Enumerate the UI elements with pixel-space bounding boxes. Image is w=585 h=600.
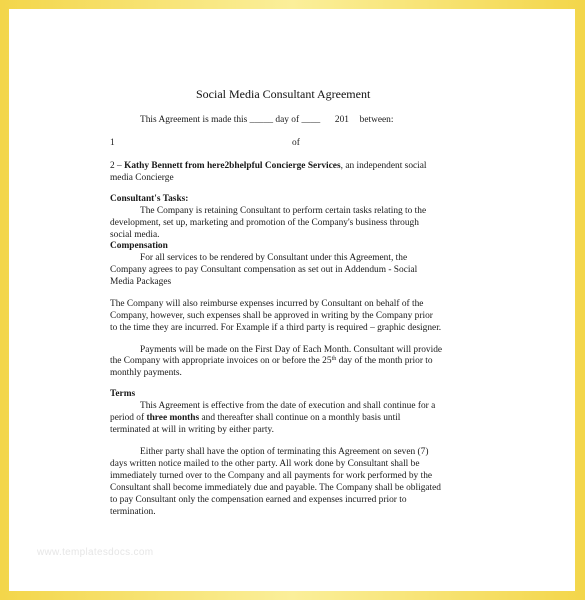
payments-ordinal: th (331, 356, 337, 362)
document-page (9, 9, 575, 591)
terms-line-3: terminated at will in writing by either party. (110, 425, 274, 435)
tasks-line: social media. (110, 230, 160, 240)
intro-year: 201 (334, 115, 349, 125)
terms-line-2 (110, 413, 400, 425)
intro-blank-day: _____ (249, 115, 274, 125)
party-2-line-2: media Concierge (110, 173, 174, 183)
intro-made-this: This Agreement is made this (140, 115, 248, 125)
compensation-line: Company agrees to pay Consultant compensation as set out in Addendum - Social (110, 265, 418, 275)
payments-line-2-after: day of the month prior to (336, 356, 433, 366)
expenses-line: to the time they are incurred. For Example if a third party is required – graphic designer. (110, 323, 442, 333)
intro-between: between: (359, 115, 394, 125)
payments-line-1: Payments will be made on the First Day of Each Month. Consultant will provide (140, 345, 443, 355)
document-title: Social Media Consultant Agreement (196, 87, 371, 101)
compensation-line: For all services to be rendered by Consultant under this Agreement, the (140, 253, 408, 263)
party-2-line-1-rest: , an independent social (340, 161, 427, 171)
party-2-line-1 (110, 161, 427, 173)
terms-heading: Terms (110, 389, 136, 399)
party-1-number: 1 (110, 138, 115, 148)
compensation-line: Media Packages (110, 277, 172, 287)
termination-line: Consultant shall become immediately due and payable. The Company shall be obligated (110, 483, 441, 493)
termination-line: to pay Consultant only the compensation earned and expenses incurred prior to (110, 495, 407, 505)
termination-line: termination. (110, 507, 156, 517)
party-2-prefix: 2 – (110, 161, 122, 171)
tasks-heading: Consultant's Tasks: (110, 194, 189, 204)
terms-line-2-after: and thereafter shall continue on a monthly basis until (199, 413, 401, 423)
expenses-line: Company, however, such expenses shall be approved in writing by the Company prior (110, 311, 433, 321)
party-2-name: Kathy Bennett from here2bhelpful Concierge Services (124, 161, 341, 171)
payments-line-2 (110, 356, 433, 368)
expenses-line: The Company will also reimburse expenses incurred by Consultant on behalf of the (110, 299, 424, 309)
termination-line: days written notice mailed to the other party. All work done by Consultant shall be (110, 459, 420, 469)
party-1-of: of (292, 138, 300, 148)
terms-duration: three months (146, 413, 200, 423)
watermark: www.templatesdocs.com (37, 547, 154, 558)
payments-line-2-before: the Company with appropriate invoices on or before the 25 (110, 356, 332, 366)
termination-line: immediately turned over to the Company and all payments for work performed by the (110, 471, 433, 481)
terms-line-2-before: period of (110, 413, 147, 423)
tasks-line: The Company is retaining Consultant to perform certain tasks relating to the (140, 206, 427, 216)
intro-day-of: day of (275, 115, 300, 125)
tasks-line: development, set up, marketing and promotion of the Company's business through (110, 218, 419, 228)
intro-line (140, 115, 393, 127)
payments-line-3: monthly payments. (110, 368, 182, 378)
intro-blank-month: ____ (301, 115, 321, 125)
terms-line-1: This Agreement is effective from the date of execution and shall continue for a (140, 401, 436, 411)
compensation-heading: Compensation (110, 241, 168, 251)
termination-line: Either party shall have the option of terminating this Agreement on seven (7) (140, 447, 429, 457)
